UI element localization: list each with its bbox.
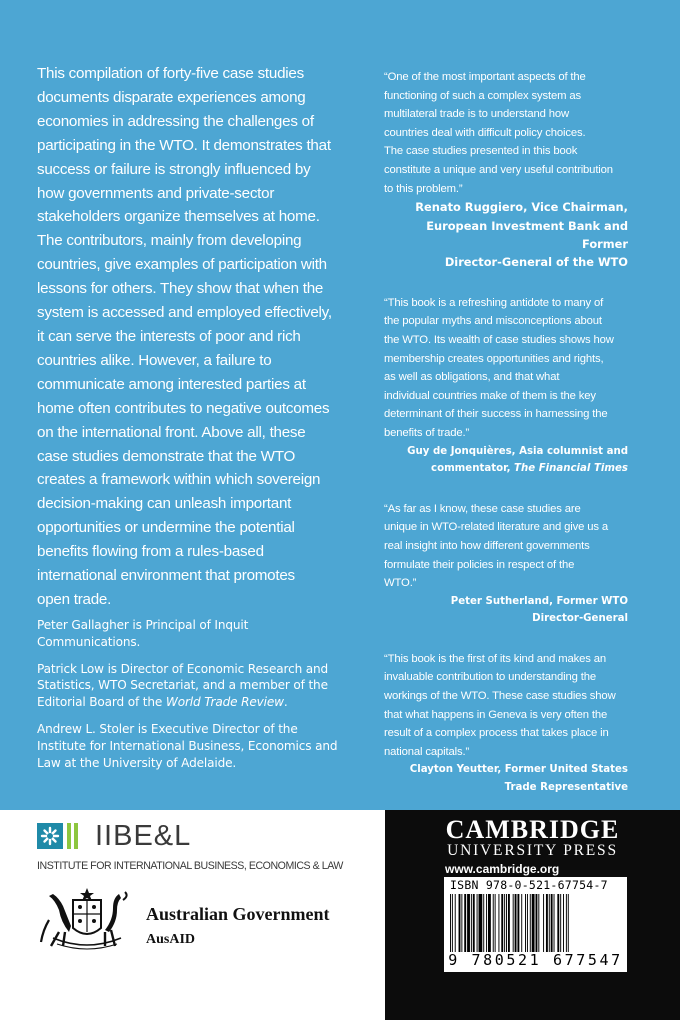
iibel-wordmark: IIBE&L [95, 820, 192, 852]
blurb-line: documents disparate experiences among [37, 88, 306, 106]
blurb-line: open trade. [37, 590, 112, 608]
quote-text [384, 294, 628, 443]
barcode-bar [521, 894, 522, 952]
quote-line: “This book is a refreshing antidote to many of [384, 296, 604, 309]
barcode-bar [486, 894, 487, 952]
publisher-url: www.cambridge.org [445, 862, 560, 876]
quote-line: workings of the WTO. These case studies show [384, 690, 616, 703]
quote-line: result of a complex process that takes place in [384, 727, 609, 740]
quote-line: as well as obligations, and that what [384, 371, 560, 384]
barcode-bar [566, 894, 567, 952]
bio-line: Statistics, WTO Secretariat, and a member of the [37, 678, 328, 693]
barcode-bar [515, 894, 517, 952]
blurb-line: stakeholders organize themselves at home. [37, 208, 320, 226]
attribution-line: Renato Ruggiero, Vice Chairman, [415, 200, 628, 215]
attribution-line [384, 460, 628, 478]
endorsements [384, 68, 628, 819]
attribution-line: Director-General of the WTO [444, 255, 628, 270]
attribution-prefix: commentator, [431, 463, 515, 475]
attribution-line: Guy de Jonquières, Asia columnist and [407, 445, 628, 457]
editor-bios [37, 617, 367, 781]
barcode-bar [504, 894, 505, 952]
quote-jonquieres [384, 294, 628, 478]
quote-line: unique in WTO-related literature and give us a [384, 521, 608, 534]
barcode-bar [513, 894, 514, 952]
attribution-line: Peter Sutherland, Former WTO [450, 595, 628, 607]
quote-line: “This book is the first of its kind and makes an [384, 652, 606, 665]
quote-attribution [384, 198, 628, 272]
blurb-line: countries alike. However, a failure to [37, 351, 272, 369]
barcode-bar [568, 894, 569, 952]
barcode-bar [483, 894, 484, 952]
barcode-bar [527, 894, 528, 952]
quote-attribution [384, 443, 628, 478]
blurb-line: home often contributes to negative outcomes [37, 399, 330, 417]
barcode-bar [459, 894, 461, 952]
bio-stoler [37, 721, 367, 771]
blurb-line: success or failure is strongly influenced by [37, 160, 311, 178]
journal-title: World Trade Review [165, 695, 284, 710]
blurb-line: The contributors, mainly from developing [37, 232, 302, 250]
coat-of-arms-icon [39, 886, 135, 954]
publisher-press: UNIVERSITY PRESS [447, 842, 618, 859]
quote-line: membership creates opportunities and rights, [384, 352, 604, 365]
ausaid-logo [37, 886, 377, 956]
blurb-line: system is accessed and employed effectively, [37, 304, 332, 322]
iibel-full-name: INSTITUTE FOR INTERNATIONAL BUSINESS, ECONOMICS & LAW [37, 860, 343, 872]
bio-line: Peter Gallagher is Principal of Inquit [37, 618, 249, 632]
quote-line: WTO.” [384, 577, 417, 590]
blurb-line: how governments and private-sector [37, 184, 275, 202]
quote-line: countries deal with difficult policy choices. [384, 126, 586, 139]
barcode-bar [508, 894, 510, 952]
barcode-bar [461, 894, 462, 952]
quote-line: that what happens in Geneva is very often the [384, 708, 608, 721]
attribution-line: Clayton Yeutter, Former United States [409, 764, 628, 776]
barcode-bar [495, 894, 496, 952]
quote-attribution [384, 761, 628, 796]
quote-sutherland [384, 500, 628, 628]
barcode-bar [493, 894, 494, 952]
barcode-bar [517, 894, 519, 952]
barcode-bar [479, 894, 483, 952]
barcode-bar [471, 894, 472, 952]
barcode-bar [455, 894, 456, 952]
barcode-bar [467, 894, 470, 952]
barcode-bar [488, 894, 491, 952]
quote-yeutter [384, 650, 628, 797]
barcode-bar [543, 894, 544, 952]
blurb-line: countries, give examples of participation with [37, 256, 327, 274]
quote-line: constitute a unique and very useful contribution [384, 163, 613, 176]
barcode-bar [538, 894, 539, 952]
ausaid-label: AusAID [146, 932, 196, 947]
quote-attribution [384, 593, 628, 628]
quote-line: multilateral trade is to understand how [384, 108, 570, 121]
barcode-bar [498, 894, 499, 952]
barcode-bar [473, 894, 475, 952]
bio-line: . [283, 695, 288, 710]
barcode-bar [452, 894, 453, 952]
barcode-bar [525, 894, 526, 952]
barcode-digits: 9 780521 677547 [448, 951, 623, 969]
quote-line: individual countries make of them is the key [384, 389, 596, 402]
blurb-line: lessons for others. They show that when the [37, 280, 324, 298]
attribution-line: Director-General [532, 613, 628, 625]
blurb-line: it can serve the interests of poor and rich [37, 327, 301, 345]
barcode-bar [554, 894, 555, 952]
quote-line: “As far as I know, these case studies are [384, 502, 581, 515]
publisher-name: CAMBRIDGE [445, 815, 620, 844]
bio-line: Communications. [37, 634, 141, 649]
barcode-bar [501, 894, 503, 952]
barcode-bar [477, 894, 478, 952]
barcode-bar [450, 894, 451, 952]
barcode-icon [448, 894, 623, 952]
quote-line: the popular myths and misconceptions about [384, 315, 602, 328]
quote-ruggiero [384, 68, 628, 272]
blurb-line: international environment that promotes [37, 567, 295, 585]
attribution-line: European Investment Bank and Former [426, 218, 628, 251]
blurb-line: decision-making can unleash important [37, 495, 292, 513]
quote-line: determinant of their success in harnessing the [384, 408, 608, 421]
iibel-emblem-icon [37, 823, 89, 849]
publication-name: The Financial Times [514, 463, 628, 475]
barcode-bar [536, 894, 538, 952]
quote-line: national capitals.” [384, 745, 470, 758]
quote-text [384, 68, 628, 198]
quote-text [384, 650, 628, 762]
quote-line: “One of the most important aspects of the [384, 71, 586, 83]
blurb-line: creates a framework within which sovereign [37, 471, 321, 489]
barcode-bar [549, 894, 550, 952]
blurb-line: economies in addressing the challenges of [37, 112, 314, 130]
barcode-bar [506, 894, 507, 952]
quote-line: the WTO. Its wealth of case studies shows how [384, 333, 614, 346]
australian-government-label: Australian Government [146, 904, 330, 924]
barcode-bar [464, 894, 466, 952]
bio-line: Institute for International Business, Economics and [37, 738, 338, 753]
blurb-line: opportunities or undermine the potential [37, 519, 295, 537]
blurb-line: participating in the WTO. It demonstrates that [37, 136, 331, 154]
barcode-bar [546, 894, 548, 952]
blurb-line: This compilation of forty-five case studies [37, 65, 304, 82]
barcode-bar [563, 894, 564, 952]
quote-line: real insight into how different governments [384, 539, 590, 552]
quote-line: benefits of trade.” [384, 426, 470, 439]
bio-line: Patrick Low is Director of Economic Research and [37, 661, 329, 676]
blurb-line: on the international front. Above all, these [37, 423, 306, 441]
quote-line: invaluable contribution to understanding the [384, 671, 596, 684]
book-description [37, 62, 367, 612]
bio-line: Law at the University of Adelaide. [37, 755, 237, 770]
barcode-bar [551, 894, 553, 952]
barcode-bar [532, 894, 535, 952]
blurb-line: benefits flowing from a rules-based [37, 543, 264, 561]
blurb-line: communicate among interested parties at [37, 375, 306, 393]
barcode-bar [557, 894, 559, 952]
attribution-line: Trade Representative [504, 782, 628, 794]
barcode-bar [560, 894, 561, 952]
quote-line: to this problem.” [384, 182, 463, 195]
quote-line: The case studies presented in this book [384, 145, 578, 158]
bio-line: Andrew L. Stoler is Executive Director of the [37, 721, 298, 736]
barcode-bar [530, 894, 531, 952]
quote-line: formulate their policies in respect of the [384, 558, 575, 571]
blurb-line: case studies demonstrate that the WTO [37, 447, 296, 465]
bio-gallagher [37, 617, 367, 651]
isbn-label: ISBN 978-0-521-67754-7 [450, 878, 608, 892]
bio-line: Editorial Board of the [37, 695, 166, 710]
quote-text [384, 500, 628, 593]
iibel-logo [37, 820, 377, 872]
quote-line: functioning of such a complex system as [384, 89, 581, 102]
isbn-barcode [444, 877, 627, 972]
bio-low [37, 661, 367, 711]
publisher-logo [385, 815, 680, 860]
